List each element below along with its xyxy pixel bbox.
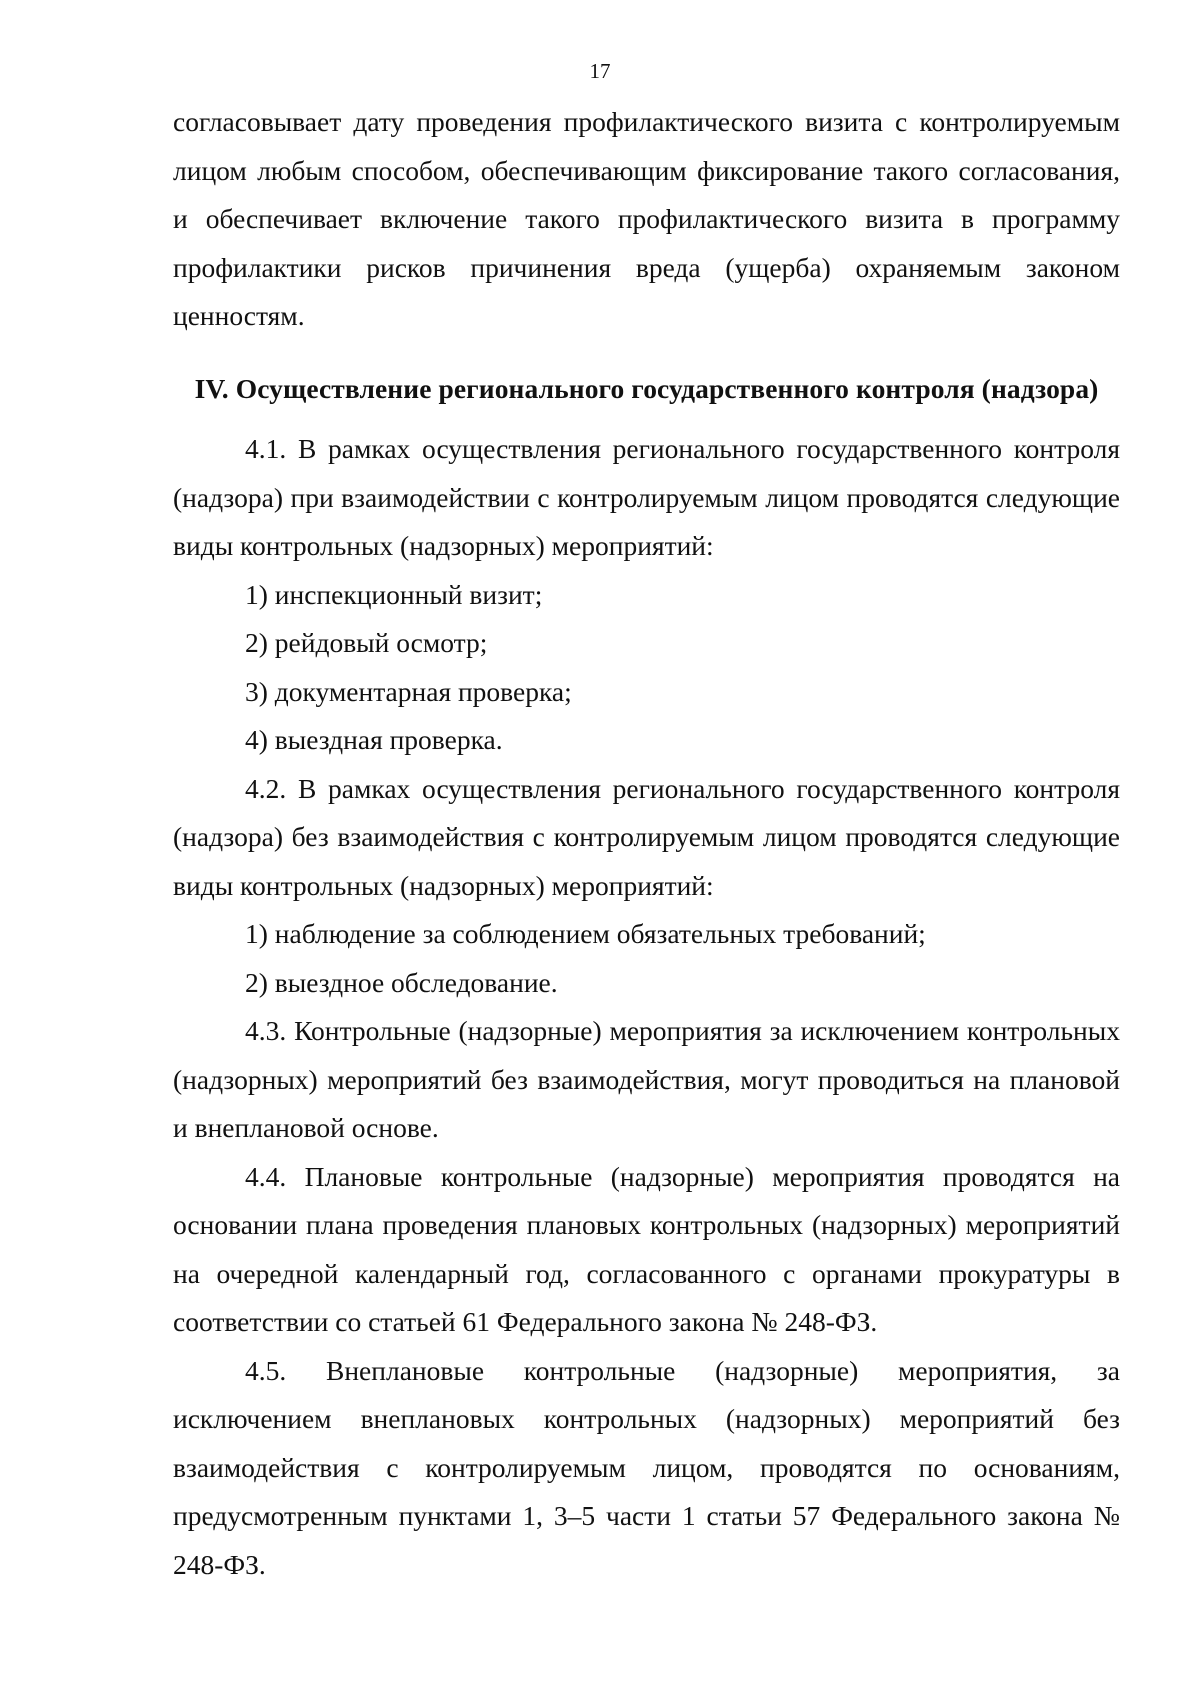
list-item: 1) инспекционный визит; bbox=[245, 578, 543, 610]
clause-4-1: 4.1. В рамках осуществления регионального государственного контроля (надзора) при взаимодействии с контролируемым лицом проводятся следующие виды контрольных (надзорных) мероприятий: bbox=[173, 433, 1120, 561]
list-item: 2) рейдовый осмотр; bbox=[245, 627, 488, 658]
list-item: 3) документарная проверка; bbox=[245, 675, 572, 707]
page-number: 17 bbox=[589, 59, 611, 83]
clause-4-5: 4.5. Внеплановые контрольные (надзорные) мероприятия, за исключением внеплановых контрольных (надзорных) мероприятий без взаимодействия с контролируемым лицом, проводятся по основаниям, предусмотренным пунктами 1, 3–5 части 1 статьи 57 Федерального закона № 248-ФЗ. bbox=[173, 1354, 1120, 1580]
list-item: 4) выездная проверка. bbox=[245, 724, 503, 755]
section-heading: IV. Осуществление регионального государственного контроля (надзора) bbox=[194, 372, 1099, 404]
document-body bbox=[173, 98, 1120, 1589]
paragraph-continuation: согласовывает дату проведения профилактического визита с контролируемым лицом любым способом, обеспечивающим фиксирование такого согласования, и обеспечивает включение такого профилактического визита в программу профилактики рисков причинения вреда (ущерба) охраняемым законом ценностям. bbox=[173, 106, 1120, 331]
clause-4-2: 4.2. В рамках осуществления регионального государственного контроля (надзора) без взаимодействия с контролируемым лицом проводятся следующие виды контрольных (надзорных) мероприятий: bbox=[173, 772, 1120, 901]
list-item: 1) наблюдение за соблюдением обязательных требований; bbox=[245, 918, 926, 949]
clause-4-4: 4.4. Плановые контрольные (надзорные) мероприятия проводятся на основании плана проведения плановых контрольных (надзорных) мероприятий на очередной календарный год, согласованного с органами прокуратуры в соответствии со статьей 61 Федерального закона № 248-ФЗ. bbox=[173, 1160, 1120, 1337]
list-item: 2) выездное обследование. bbox=[245, 966, 558, 998]
clause-4-3: 4.3. Контрольные (надзорные) мероприятия за исключением контрольных (надзорных) мероприятий без взаимодействия, могут проводиться на плановой и внеплановой основе. bbox=[173, 1015, 1120, 1143]
